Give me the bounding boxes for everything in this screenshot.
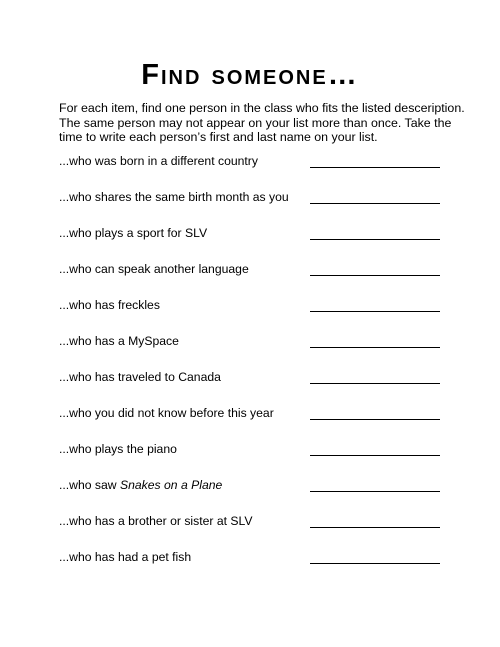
item-text xyxy=(59,262,249,277)
instructions-line: For each item, find one person in the class who fits the listed desceription. xyxy=(59,101,465,115)
list-item xyxy=(59,334,443,370)
item-text-prefix: ...who has a MySpace xyxy=(59,334,179,348)
page-title: Find someone… xyxy=(141,59,359,91)
name-blank-line[interactable] xyxy=(310,239,440,240)
list-item xyxy=(59,262,443,298)
item-text-emphasis: Snakes on a Plane xyxy=(119,478,223,492)
item-text xyxy=(59,550,191,565)
item-text-prefix: ...who has traveled to Canada xyxy=(59,370,221,384)
name-blank-line[interactable] xyxy=(310,455,440,456)
item-text xyxy=(59,478,222,493)
item-text xyxy=(59,298,160,313)
item-text-prefix: ...who you did not know before this year xyxy=(59,406,274,420)
item-text xyxy=(59,514,253,529)
name-blank-line[interactable] xyxy=(310,527,440,528)
item-text xyxy=(59,370,221,385)
name-blank-line[interactable] xyxy=(310,347,440,348)
item-text-prefix: ...who plays a sport for SLV xyxy=(59,226,208,240)
list-item xyxy=(59,406,443,442)
item-text-prefix: ...who has had a pet fish xyxy=(59,550,192,564)
name-blank-line[interactable] xyxy=(310,167,440,168)
list-item xyxy=(59,442,443,478)
item-text-prefix: ...who has freckles xyxy=(59,298,160,312)
name-blank-line[interactable] xyxy=(310,491,440,492)
item-text xyxy=(59,406,274,421)
name-blank-line[interactable] xyxy=(310,203,440,204)
item-text xyxy=(59,226,207,241)
item-text xyxy=(59,334,179,349)
name-blank-line[interactable] xyxy=(310,419,440,420)
item-text-prefix: ...who plays the piano xyxy=(59,442,177,456)
list-item xyxy=(59,370,443,406)
instructions xyxy=(59,101,465,145)
list-item xyxy=(59,298,443,334)
item-text-prefix: ...who saw xyxy=(59,478,120,492)
name-blank-line[interactable] xyxy=(310,311,440,312)
name-blank-line[interactable] xyxy=(310,563,440,564)
item-text-prefix: ...who shares the same birth month as you xyxy=(59,190,289,204)
find-someone-list xyxy=(59,154,443,586)
instructions-line: The same person may not appear on your list more than once. Take the xyxy=(59,115,452,130)
item-text-prefix: ...who can speak another language xyxy=(59,262,249,276)
list-item xyxy=(59,154,443,190)
name-blank-line[interactable] xyxy=(310,383,440,384)
instructions-line: time to write each person’s first and last name on your list. xyxy=(59,130,378,144)
list-item xyxy=(59,550,443,586)
item-text xyxy=(59,190,289,205)
list-item xyxy=(59,514,443,550)
item-text-prefix: ...who was born in a different country xyxy=(59,154,258,168)
item-text xyxy=(59,442,177,457)
list-item xyxy=(59,190,443,226)
name-blank-line[interactable] xyxy=(310,275,440,276)
item-text-prefix: ...who has a brother or sister at SLV xyxy=(59,514,253,528)
list-item xyxy=(59,226,443,262)
list-item xyxy=(59,478,443,514)
item-text xyxy=(59,154,258,169)
